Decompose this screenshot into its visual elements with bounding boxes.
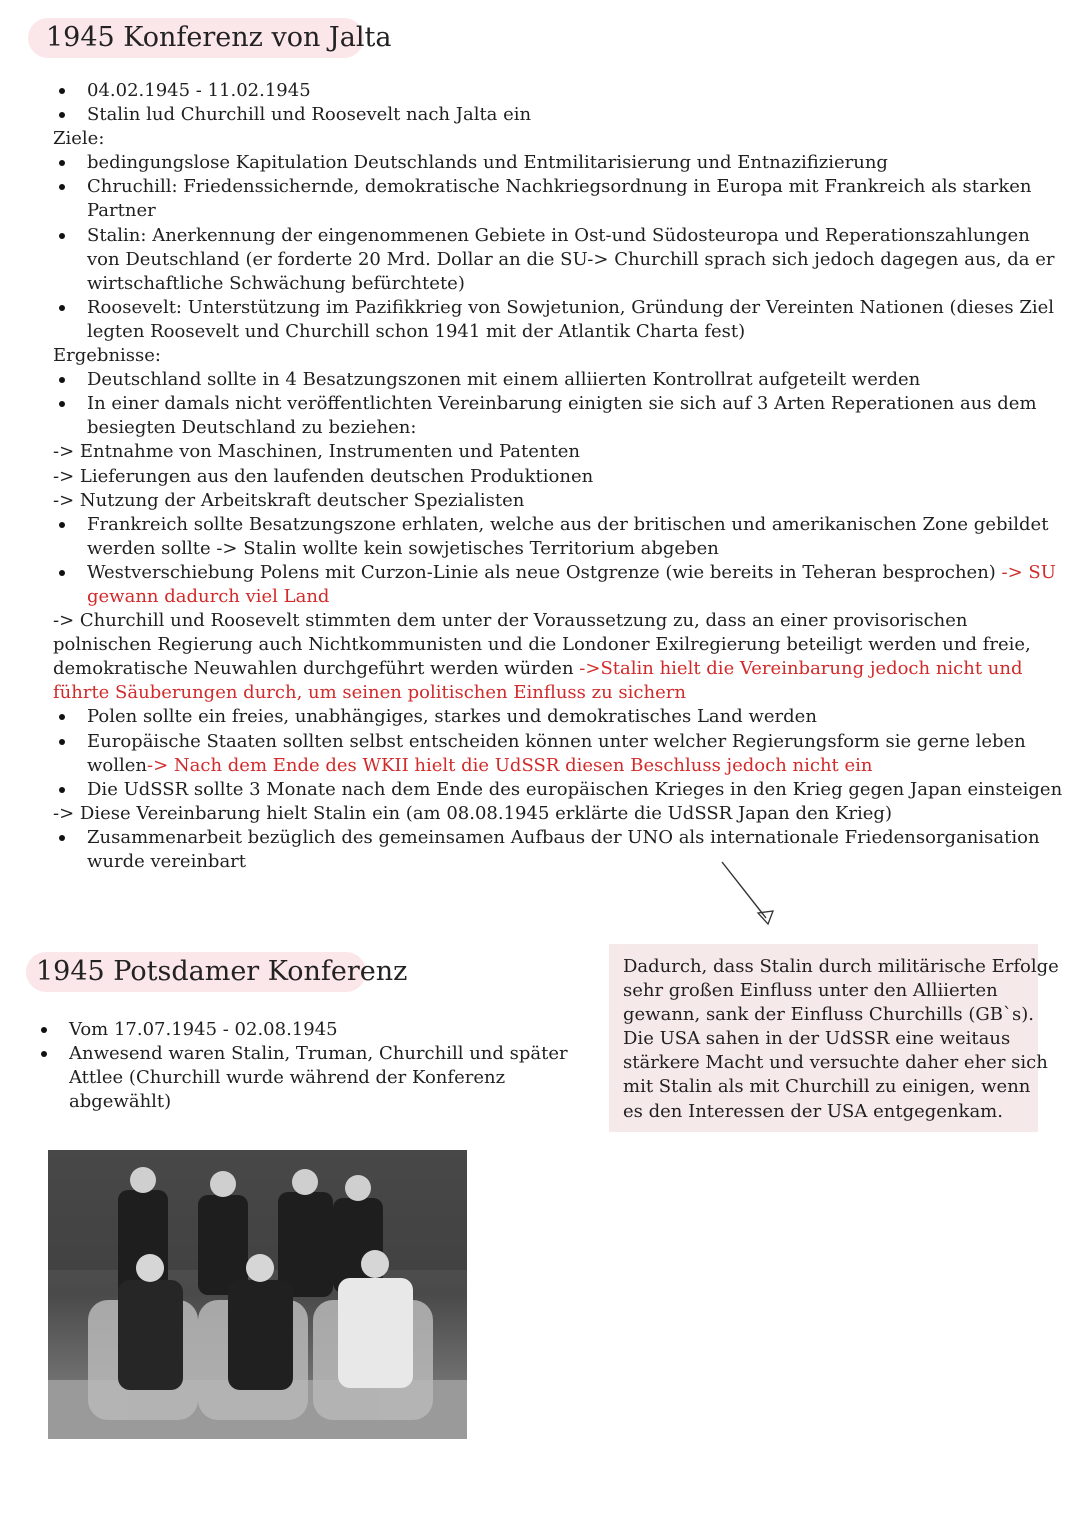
heading-ziele: Ziele: [53, 128, 105, 150]
pointer-arrow-icon [718, 858, 778, 928]
list-item: Vom 17.07.1945 - 02.08.1945 [35, 1018, 595, 1042]
list-item: Polen sollte ein freies, unabhängiges, starkes und demokratisches Land werden [53, 705, 1013, 729]
list-item: Europäische Staaten sollten selbst entscheiden können unter welcher Regierungsform sie gerne leben [53, 730, 1013, 754]
heading-ergebnisse: Ergebnisse: [53, 345, 161, 367]
list-item: Frankreich sollte Besatzungszone erhlaten, welche aus der britischen und amerikanischen Zone gebildet [53, 513, 1013, 537]
note-line: Die USA sahen in der UdSSR eine weitaus [623, 1028, 1011, 1050]
list-item: In einer damals nicht veröffentlichten Vereinbarung einigten sie sich auf 3 Arten Reperationen aus dem [53, 392, 1013, 416]
potsdam-text [35, 1018, 595, 1114]
potsdam-conference-photo [48, 1150, 467, 1439]
list-item: Deutschland sollte in 4 Besatzungszonen mit einem alliierten Kontrollrat aufgeteilt werden [53, 368, 1013, 392]
note-line: stärkere Macht und versuchte daher eher sich [623, 1052, 1048, 1074]
list-item-cont: abgewählt) [69, 1091, 172, 1113]
list-item: Westverschiebung Polens mit Curzon-Linie als neue Ostgrenze (wie bereits in Teheran besprochen) -> SU [53, 561, 1013, 585]
list-item-cont: Partner [87, 200, 156, 222]
list-item-cont: werden sollte -> Stalin wollte kein sowjetisches Territorium abgeben [87, 537, 719, 559]
list-item-cont: wirtschaftliche Schwächung befürchtete) [87, 272, 465, 294]
arrow-item: -> Entnahme von Maschinen, Instrumenten und Patenten [53, 441, 580, 463]
list-item: Die UdSSR sollte 3 Monate nach dem Ende des europäischen Krieges in den Krieg gegen Japan einsteigen [53, 778, 1013, 802]
photo-illustration [48, 1150, 467, 1439]
list-item-cont: Attlee (Churchill wurde während der Konferenz [69, 1067, 506, 1089]
list-item-cont: besiegten Deutschland zu beziehen: [87, 417, 417, 439]
list-item: Roosevelt: Unterstützung im Pazifikkrieg von Sowjetunion, Gründung der Vereinten Nationen (dieses Ziel [53, 296, 1013, 320]
list-item: Chruchill: Friedenssichernde, demokratische Nachkriegsordnung in Europa mit Frankreich als starken [53, 175, 1013, 199]
section-title-jalta: 1945 Konferenz von Jalta [28, 18, 364, 58]
list-item-cont: legten Roosevelt und Churchill schon 1941 mit der Atlantik Charta fest) [87, 320, 746, 342]
list-item-cont: wollen-> Nach dem Ende des WKII hielt die UdSSR diesen Beschluss jedoch nicht ein [87, 754, 873, 776]
list-item-cont: von Deutschland (er forderte 20 Mrd. Dollar an die SU-> Churchill sprach sich jedoch dagegen aus, da er [87, 248, 1055, 270]
arrow-item: -> Nutzung der Arbeitskraft deutscher Spezialisten [53, 489, 525, 511]
note-line: es den Interessen der USA entgegenkam. [623, 1100, 1003, 1122]
list-item: Anwesend waren Stalin, Truman, Churchill und später [35, 1042, 595, 1066]
section-title-potsdam: 1945 Potsdamer Konferenz [26, 952, 366, 992]
note-box [609, 944, 1059, 1132]
list-item-cont: gewann dadurch viel Land [87, 585, 330, 607]
arrow-item: -> Lieferungen aus den laufenden deutschen Produktionen [53, 465, 594, 487]
paragraph-line: -> Churchill und Roosevelt stimmten dem unter der Voraussetzung zu, dass an einer provisorischen [53, 610, 968, 632]
list-item: 04.02.1945 - 11.02.1945 [53, 79, 1013, 103]
list-item: Stalin: Anerkennung der eingenommenen Gebiete in Ost-und Südosteuropa und Reperationszahlungen [53, 224, 1013, 248]
list-item: Stalin lud Churchill und Roosevelt nach Jalta ein [53, 103, 1013, 127]
jalta-text [53, 79, 1063, 874]
arrow-item: -> Diese Vereinbarung hielt Stalin ein (am 08.08.1945 erklärte die UdSSR Japan den Krieg) [53, 802, 892, 824]
note-line: mit Stalin als mit Churchill zu einigen, wenn [623, 1076, 1031, 1098]
paragraph-line: demokratische Neuwahlen durchgeführt werden würden ->Stalin hielt die Vereinbarung jedoch nicht und [53, 658, 1023, 680]
list-item-cont: wurde vereinbart [87, 851, 247, 872]
note-line: gewann, sank der Einfluss Churchills (GB`s). [623, 1004, 1034, 1026]
list-item: bedingungslose Kapitulation Deutschlands und Entmilitarisierung und Entnazifizierung [53, 151, 1013, 175]
list-item: Zusammenarbeit bezüglich des gemeinsamen Aufbaus der UNO als internationale Friedensorganisation [53, 826, 1013, 850]
paragraph-line: polnischen Regierung auch Nichtkommunisten und die Londoner Exilregierung beteiligt werden und freie, [53, 634, 1031, 656]
note-line: Dadurch, dass Stalin durch militärische Erfolge [623, 956, 1059, 977]
paragraph-line: führte Säuberungen durch, um seinen politischen Einfluss zu sichern [53, 682, 686, 704]
note-line: sehr großen Einfluss unter den Alliierten [623, 980, 998, 1002]
